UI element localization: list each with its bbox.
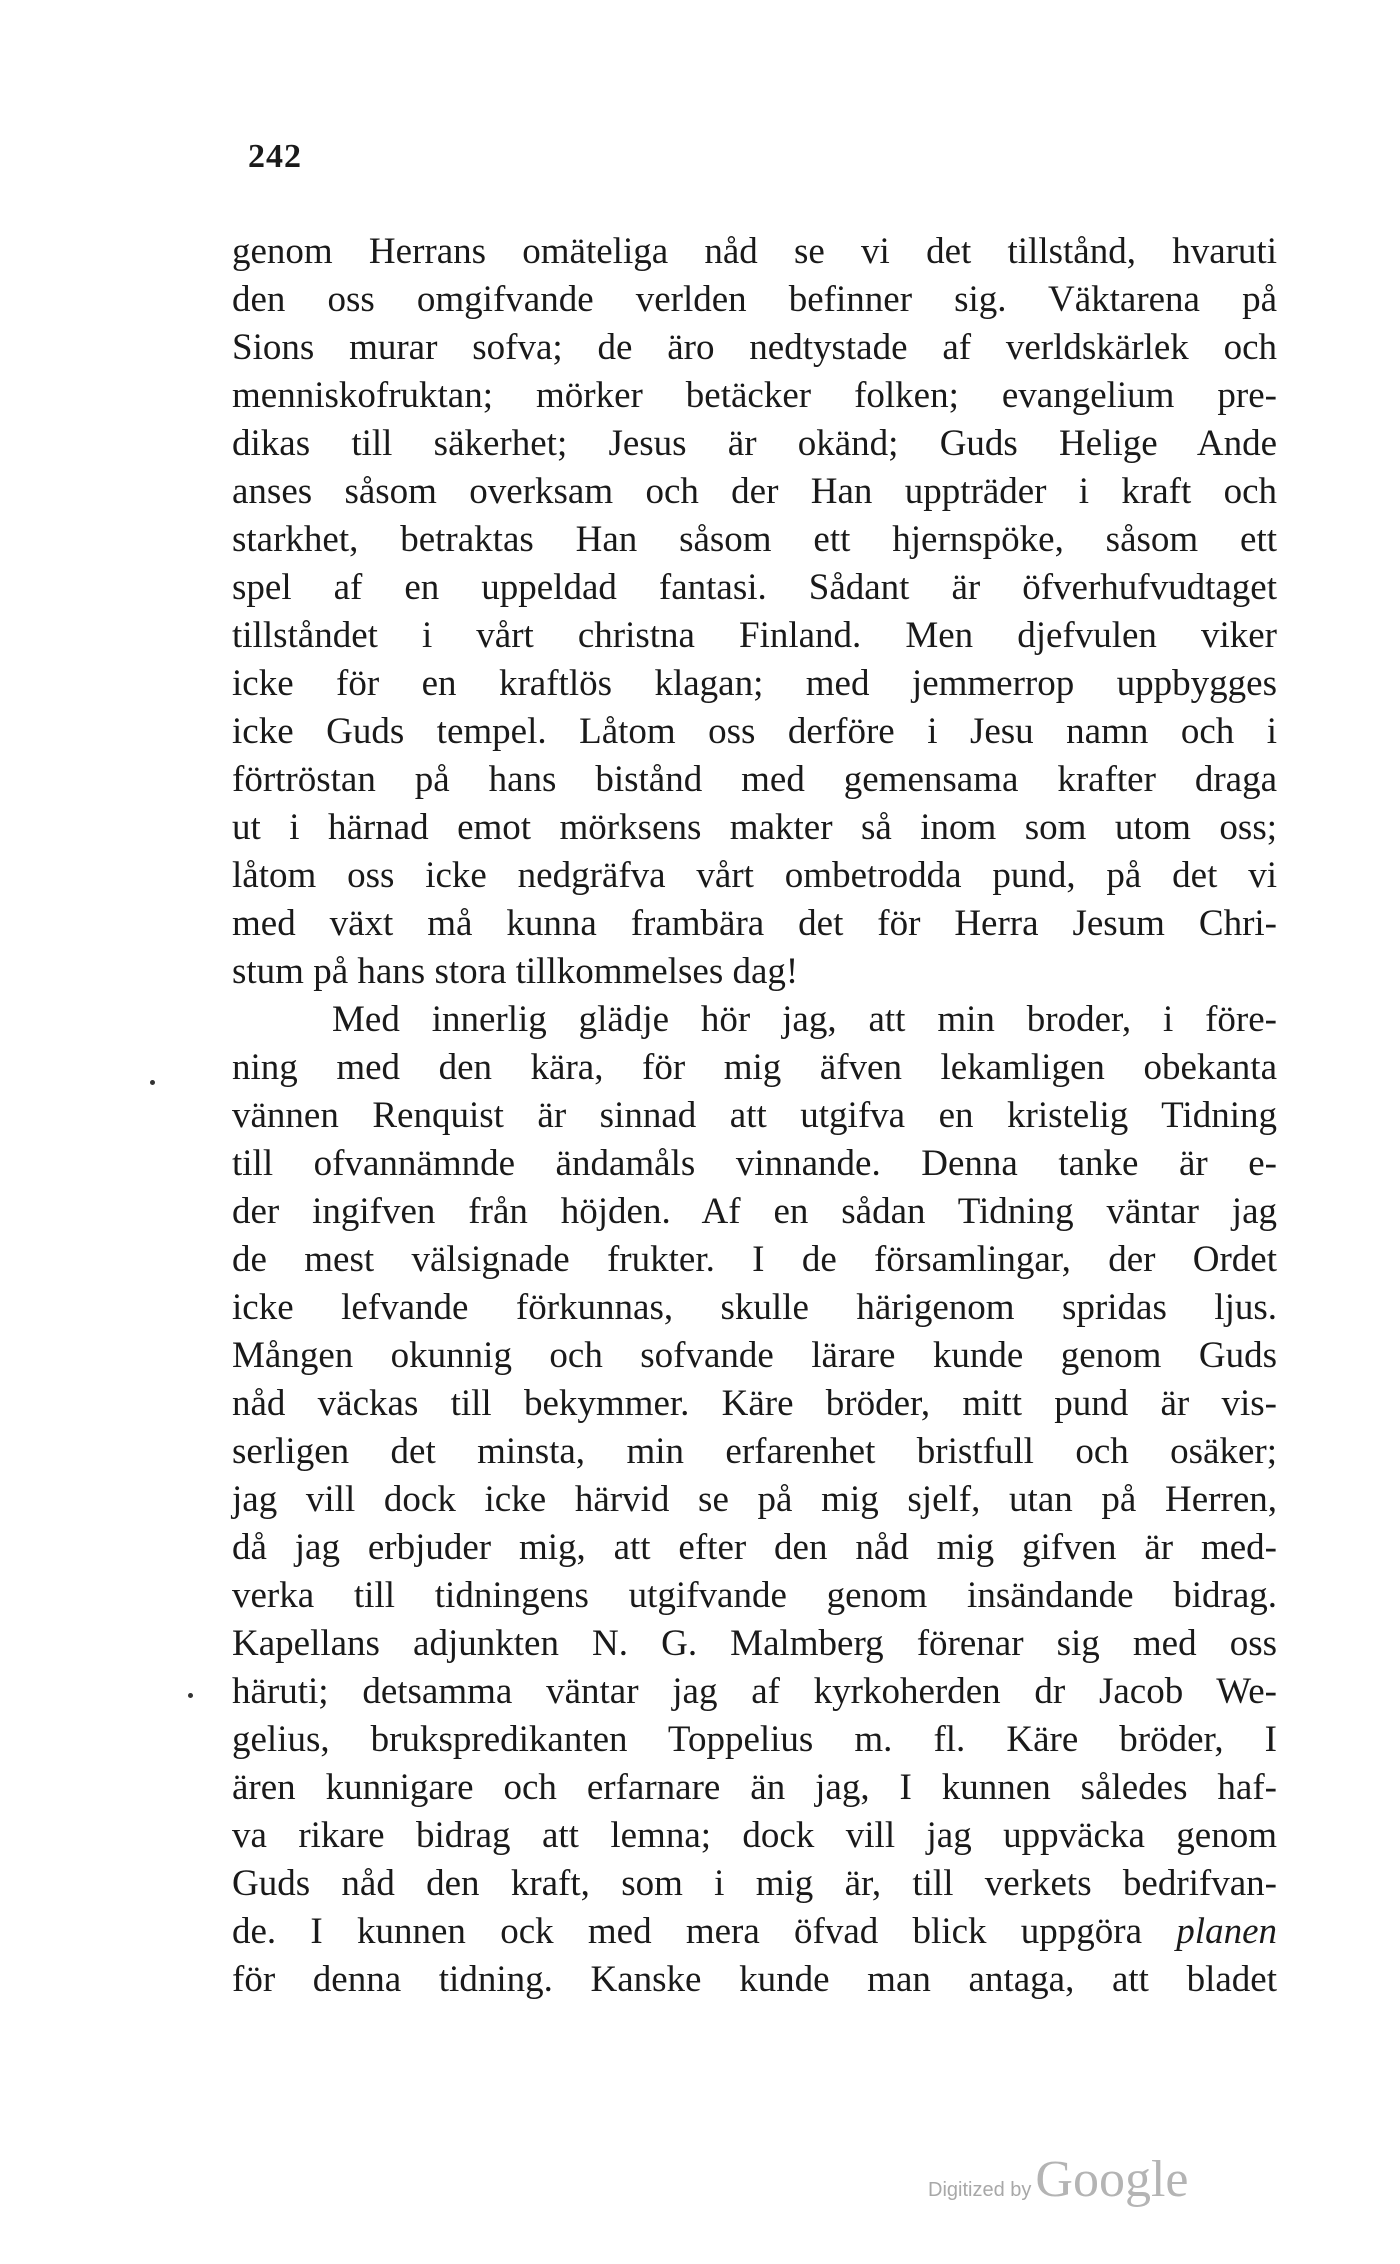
text-line: menniskofruktan; mörker betäcker folken; evangelium pre-: [232, 375, 1277, 416]
margin-mark: [188, 1693, 193, 1698]
text-line: häruti; detsamma väntar jag af kyrkoherden dr Jacob We-: [232, 1671, 1277, 1712]
text-line: ning med den kära, för mig äfven lekamligen obekanta: [232, 1047, 1277, 1088]
watermark-brand: Google: [1035, 2151, 1189, 2208]
text-line: nåd väckas till bekymmer. Käre bröder, mitt pund är vis-: [232, 1383, 1277, 1424]
text-line: Med innerlig glädje hör jag, att min broder, i före-: [332, 999, 1277, 1040]
text-line: gelius, brukspredikanten Toppelius m. fl. Käre bröder, I: [232, 1719, 1277, 1760]
text-line: anses såsom overksam och der Han uppträder i kraft och: [232, 471, 1277, 512]
text-line: va rikare bidrag att lemna; dock vill jag uppväcka genom: [232, 1815, 1277, 1856]
text-line: verka till tidningens utgifvande genom insändande bidrag.: [232, 1575, 1277, 1616]
watermark-prefix: Digitized by: [928, 2179, 1032, 2201]
text-line: vännen Renquist är sinnad att utgifva en kristelig Tidning: [232, 1095, 1277, 1136]
text-segment: de. I kunnen ock med mera öfvad blick uppgöra: [232, 1911, 1143, 1952]
page-number: 242: [248, 138, 302, 175]
text-line: ut i härnad emot mörksens makter så inom som utom oss;: [232, 807, 1277, 848]
text-line: då jag erbjuder mig, att efter den nåd mig gifven är med-: [232, 1527, 1277, 1568]
text-line: den oss omgifvande verlden befinner sig. Väktarena på: [232, 279, 1277, 320]
text-line: förtröstan på hans bistånd med gemensama krafter draga: [232, 759, 1277, 800]
text-line: tillståndet i vårt christna Finland. Men djefvulen viker: [232, 615, 1277, 656]
text-line: icke Guds tempel. Låtom oss derföre i Jesu namn och i: [232, 711, 1277, 752]
text-line: låtom oss icke nedgräfva vårt ombetrodda pund, på det vi: [232, 855, 1277, 896]
text-line: jag vill dock icke härvid se på mig sjelf, utan på Herren,: [232, 1479, 1277, 1520]
text-line: genom Herrans omäteliga nåd se vi det tillstånd, hvaruti: [232, 231, 1277, 272]
text-line: Mången okunnig och sofvande lärare kunde genom Guds: [232, 1335, 1277, 1376]
text-line: med växt må kunna frambära det för Herra Jesum Chri-: [232, 903, 1277, 944]
text-line: icke för en kraftlös klagan; med jemmerrop uppbygges: [232, 663, 1277, 704]
emphasized-word: planen: [1176, 1911, 1277, 1952]
text-line: serligen det minsta, min erfarenhet bristfull och osäker;: [232, 1431, 1277, 1472]
text-line: till ofvannämnde ändamåls vinnande. Denna tanke är e-: [232, 1143, 1277, 1184]
text-line: icke lefvande förkunnas, skulle härigenom spridas ljus.: [232, 1287, 1277, 1328]
text-line: starkhet, betraktas Han såsom ett hjernspöke, såsom ett: [232, 519, 1277, 560]
text-line: Kapellans adjunkten N. G. Malmberg förenar sig med oss: [232, 1623, 1277, 1664]
body-text: [232, 228, 1277, 2004]
text-line: Sions murar sofva; de äro nedtystade af verldskärlek och: [232, 327, 1277, 368]
margin-mark: [150, 1080, 155, 1085]
text-line: ären kunnigare och erfarnare än jag, I kunnen således haf-: [232, 1767, 1277, 1808]
text-line: stum på hans stora tillkommelses dag!: [232, 951, 799, 992]
text-line: för denna tidning. Kanske kunde man antaga, att bladet: [232, 1959, 1277, 2000]
text-line: Guds nåd den kraft, som i mig är, till verkets bedrifvan-: [232, 1863, 1277, 1904]
text-line: spel af en uppeldad fantasi. Sådant är öfverhufvudtaget: [232, 567, 1277, 608]
text-line: dikas till säkerhet; Jesus är okänd; Guds Helige Ande: [232, 423, 1277, 464]
text-line: de mest välsignade frukter. I de församlingar, der Ordet: [232, 1239, 1277, 1280]
digitized-watermark: [928, 2150, 1188, 2209]
text-line: [232, 1908, 1277, 1956]
text-line: der ingifven från höjden. Af en sådan Tidning väntar jag: [232, 1191, 1277, 1232]
